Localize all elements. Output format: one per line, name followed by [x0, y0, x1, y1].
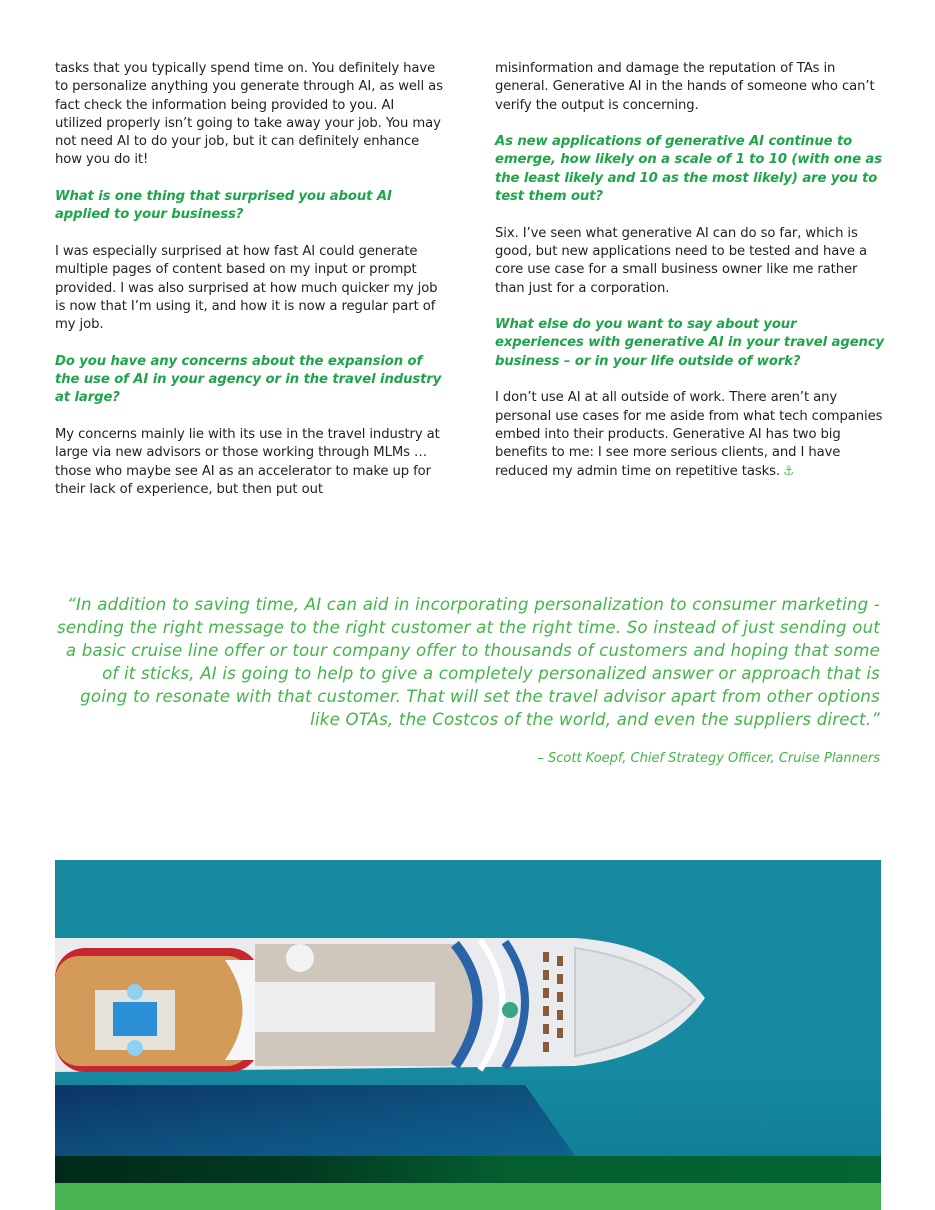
- cruise-ship-illustration: [55, 860, 881, 1156]
- answer-text: tasks that you typically spend time on. You definitely have to personalize anything you generate through AI, as well as fact check the information being provided to you. AI utilized properly isn’t going to take away your job. You may not need AI to do your job, but it can definitely enhance how you do it!: [55, 61, 443, 168]
- answer-text: My concerns mainly lie with its use in the travel industry at large via new advisors or those working through MLMs … those who maybe see AI as an accelerator to make up for their lack of experience, but then put out: [55, 426, 440, 497]
- article-column-right: [495, 60, 887, 499]
- pull-quote: “In addition to saving time, AI can aid in incorporating personalization to consumer marketing - sending the right message to the right customer at the right time. So instead of just sending out a basic cruise line offer or tour company offer to thousands of customers and hoping that some of it sticks, AI is going to help to give a completely personalized answer or approach that is going to resonate with that customer. That will set the travel advisor apart from other options like OTAs, the Costcos of the world, and even the suppliers direct.”: [57, 595, 880, 729]
- footer-band-dark: [55, 1156, 881, 1183]
- answer-text: I was especially surprised at how fast AI could generate multiple pages of content based on my input or prompt provided. I was also surprised at how much quicker my job is now that I’m using it, and how it is now a regular part of my job.: [55, 243, 438, 333]
- cruise-ship-photo: [55, 860, 881, 1156]
- footer-band-light: [55, 1183, 881, 1210]
- article-column-left: [55, 60, 445, 517]
- interview-question: As new applications of generative AI continue to emerge, how likely on a scale of 1 to 10 (with one as the least likely and 10 as the most likely) are you to test them out?: [495, 134, 882, 205]
- answer-text: misinformation and damage the reputation of TAs in general. Generative AI in the hands of someone who can’t verify the output is concerning.: [495, 61, 875, 113]
- answer-text: Six. I’ve seen what generative AI can do so far, which is good, but new applications need to be tested and have a core use case for a small business owner like me rather than just for a corporation.: [495, 225, 867, 296]
- quote-attribution: – Scott Koepf, Chief Strategy Officer, Cruise Planners: [537, 751, 880, 766]
- anchor-icon: ⚓: [783, 463, 795, 479]
- interview-question: What else do you want to say about your experiences with generative AI in your travel agency business – or in your life outside of work?: [495, 317, 885, 369]
- answer-text: I don’t use AI at all outside of work. There aren’t any personal use cases for me aside from what tech companies embed into their products. Generative AI has two big benefits to me: I see more serious clients, and I have reduced my admin time on repetitive tasks.: [495, 390, 883, 479]
- final-answer: [495, 389, 887, 480]
- interview-question: Do you have any concerns about the expansion of the use of AI in your agency or in the travel industry at large?: [55, 353, 442, 406]
- interview-question: What is one thing that surprised you about AI applied to your business?: [55, 189, 392, 223]
